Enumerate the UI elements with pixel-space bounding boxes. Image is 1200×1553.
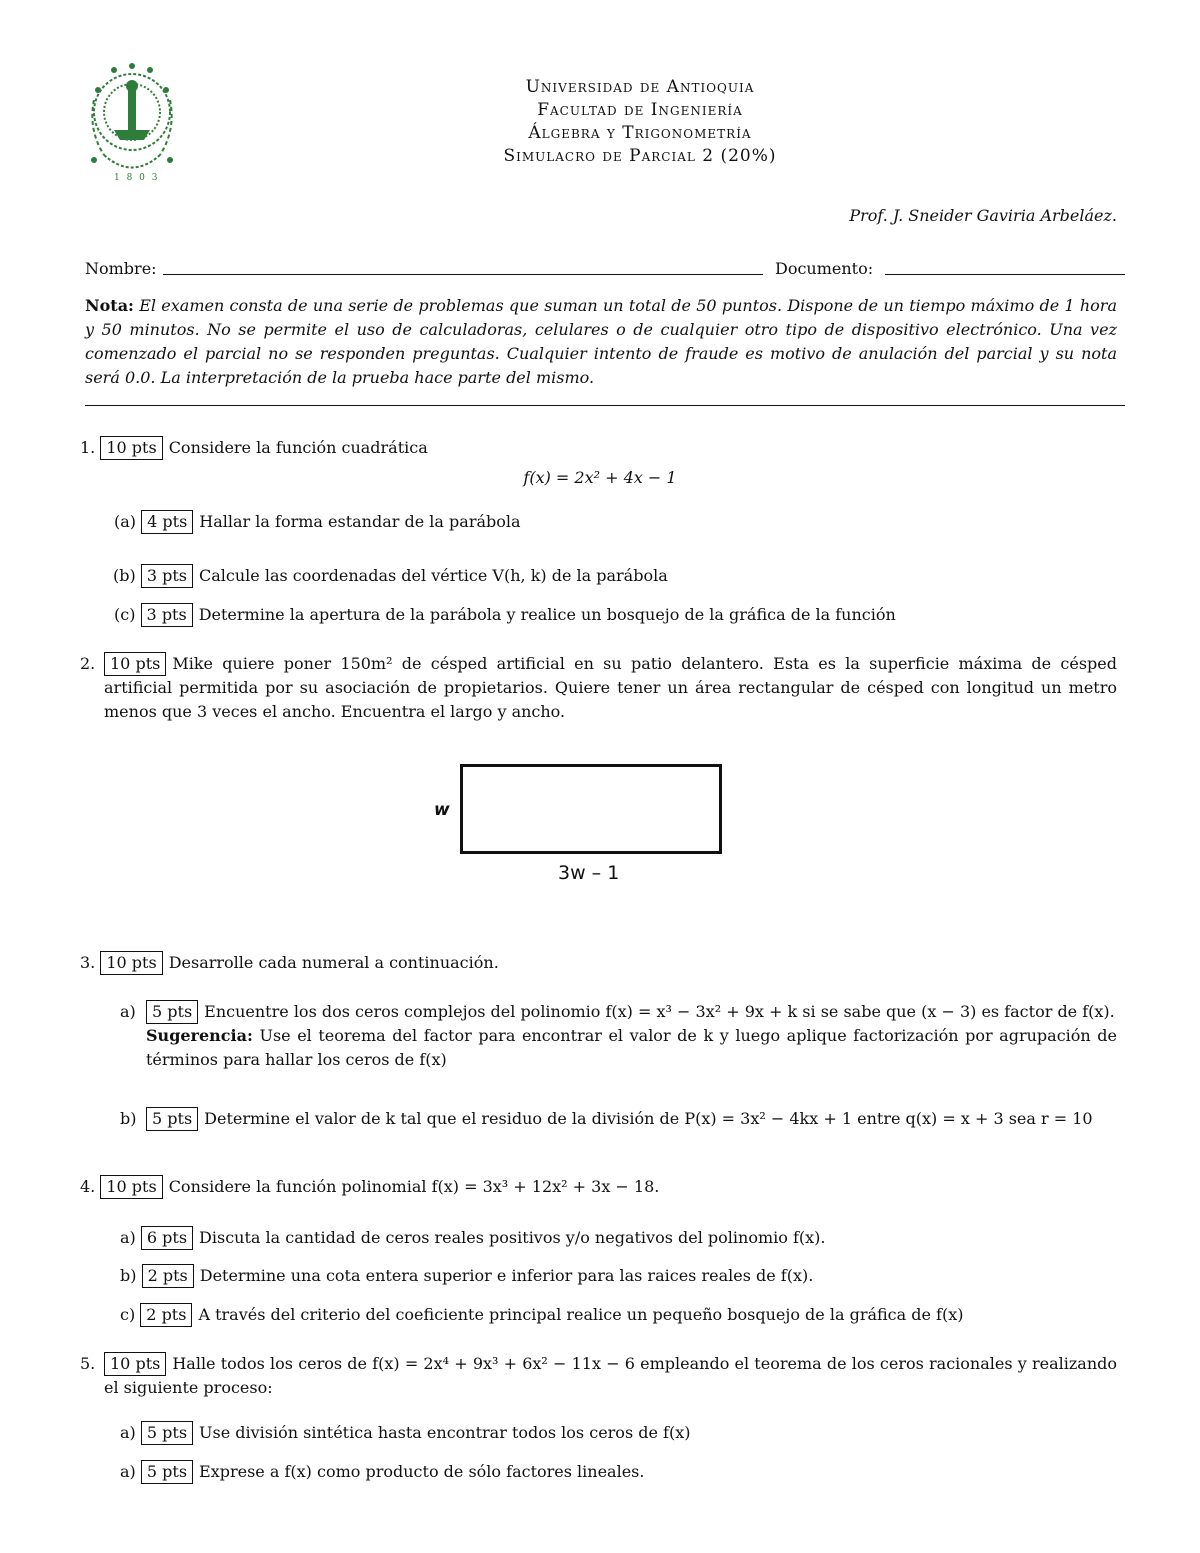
problem-2-text: Mike quiere poner 150m² de césped artificial en su patio delantero. Esta es la superficie máxima de césped artificial permitida por su asociación de propietarios. Quiere tener un área rectangular de césped con longitud un metro menos que 3 veces el ancho. Encuentra el largo y ancho. (104, 654, 1117, 721)
problem-4b (120, 1264, 813, 1288)
problem-2-points: 10 pts (104, 652, 166, 676)
problem-5a (120, 1421, 690, 1445)
problem-4c (120, 1303, 963, 1327)
problem-3b (146, 1107, 1117, 1131)
logo-year: 1 8 0 3 (114, 173, 160, 183)
problem-5b-text: Exprese a f(x) como producto de sólo factores lineales. (199, 1462, 645, 1481)
problem-4a-label: a) (120, 1228, 136, 1247)
header-course: Álgebra y Trigonometría (528, 123, 752, 143)
document-field[interactable] (885, 274, 1125, 275)
problem-3a-text: Encuentre los dos ceros complejos del polinomio f(x) = x³ − 3x² + 9x + k si se sabe que (x − 3) es factor de f(x). (204, 1002, 1115, 1021)
problem-3b-label: b) (120, 1109, 137, 1128)
problem-1c-points: 3 pts (141, 603, 193, 627)
figure-length-label: 3w – 1 (558, 862, 620, 884)
name-field[interactable] (163, 274, 763, 275)
note-text: El examen consta de una serie de problemas que suman un total de 50 puntos. Dispone de un tiempo máximo de 1 hora y 50 minutos. No se permite el uso de calculadoras, celulares o de cualquier otro tipo de dispositivo electrónico. Una vez comenzado el parcial no se responden preguntas. Cualquier intento de fraude es motivo de anulación del parcial y su nota será 0.0. La interpretación de la prueba hace parte del mismo. (85, 296, 1117, 387)
problem-4b-text: Determine una cota entera superior e inferior para las raices reales de f(x). (199, 1266, 814, 1285)
problem-1a-label: (a) (114, 512, 137, 531)
problem-1b-label: (b) (113, 566, 136, 585)
problem-2 (104, 652, 1117, 724)
problem-1-number: 1. (80, 438, 96, 457)
problem-5 (104, 1352, 1117, 1400)
problem-3 (80, 951, 499, 975)
problem-4c-points: 2 pts (140, 1303, 192, 1327)
problem-1 (80, 436, 428, 460)
problem-4a-points: 6 pts (141, 1226, 193, 1250)
problem-3b-text: Determine el valor de k tal que el residuo de la división de P(x) = 3x² − 4kx + 1 entre q(x) = x + 3 sea r = 10 (204, 1109, 1093, 1128)
problem-1b (113, 564, 668, 588)
problem-1b-text: Calcule las coordenadas del vértice V(h, k) de la parábola (198, 566, 668, 585)
problem-5b (120, 1460, 644, 1484)
problem-3b-points: 5 pts (146, 1107, 198, 1131)
problem-1c-label: (c) (114, 605, 136, 624)
problem-4c-text: A través del criterio del coeficiente principal realice un pequeño bosquejo de la gráfica de f(x) (198, 1305, 964, 1324)
problem-5b-points: 5 pts (141, 1460, 193, 1484)
problem-1-points: 10 pts (100, 436, 162, 460)
header-exam-title: Simulacro de Parcial 2 (20%) (503, 146, 777, 166)
problem-1a-text: Hallar la forma estandar de la parábola (199, 512, 521, 531)
problem-4-number: 4. (80, 1177, 96, 1196)
header-university: Universidad de Antioquia (525, 77, 755, 97)
problem-4-text: Considere la función polinomial f(x) = 3x³ + 12x² + 3x − 18. (168, 1177, 660, 1196)
problem-3-number: 3. (80, 953, 96, 972)
problem-1a-points: 4 pts (141, 510, 193, 534)
note-label: Nota: (85, 296, 134, 315)
problem-1a (114, 510, 521, 534)
document-label: Documento: (775, 259, 874, 278)
problem-4c-label: c) (120, 1305, 136, 1324)
professor-name: Prof. J. Sneider Gaviria Arbeláez. (849, 206, 1117, 225)
problem-4a (120, 1226, 825, 1250)
figure-width-label: w (434, 800, 450, 820)
problem-1-text: Considere la función cuadrática (168, 438, 428, 457)
problem-4b-label: b) (120, 1266, 137, 1285)
problem-3a-label: a) (120, 1002, 136, 1021)
problem-1b-points: 3 pts (141, 564, 193, 588)
problem-3-text: Desarrolle cada numeral a continuación. (168, 953, 499, 972)
problem-1c (114, 603, 896, 627)
problem-3a-hint-label: Sugerencia: (146, 1026, 253, 1045)
problem-3a-hint: Use el teorema del factor para encontrar el valor de k y luego aplique factorización por agrupación de términos para hallar los ceros de f(x) (146, 1026, 1117, 1069)
problem-4-points: 10 pts (100, 1175, 162, 1199)
rectangle-figure (460, 764, 722, 854)
problem-5-text: Halle todos los ceros de f(x) = 2x⁴ + 9x³ + 6x² − 11x − 6 empleando el teorema de los ceros racionales y realizando el siguiente proceso: (104, 1354, 1117, 1397)
problem-1-formula: f(x) = 2x² + 4x − 1 (523, 468, 677, 487)
problem-5-points: 10 pts (104, 1352, 166, 1376)
problem-5a-label: a) (120, 1423, 136, 1442)
divider (85, 405, 1125, 406)
problem-4 (80, 1175, 659, 1199)
university-logo (84, 60, 180, 190)
problem-4b-points: 2 pts (142, 1264, 194, 1288)
problem-3a (146, 1000, 1117, 1072)
problem-5a-points: 5 pts (141, 1421, 193, 1445)
problem-2-number: 2. (80, 654, 96, 673)
header-faculty: Facultad de Ingeniería (537, 100, 743, 120)
problem-5-number: 5. (80, 1354, 96, 1373)
problem-5a-text: Use división sintética hasta encontrar todos los ceros de f(x) (199, 1423, 691, 1442)
problem-3-points: 10 pts (100, 951, 162, 975)
problem-3a-points: 5 pts (146, 1000, 198, 1024)
problem-4a-text: Discuta la cantidad de ceros reales positivos y/o negativos del polinomio f(x). (199, 1228, 826, 1247)
university-seal-icon (84, 60, 180, 190)
problem-5b-label: a) (120, 1462, 136, 1481)
instructions-note (85, 294, 1117, 390)
problem-1c-text: Determine la apertura de la parábola y realice un bosquejo de la gráfica de la función (198, 605, 896, 624)
name-label: Nombre: (85, 259, 157, 278)
